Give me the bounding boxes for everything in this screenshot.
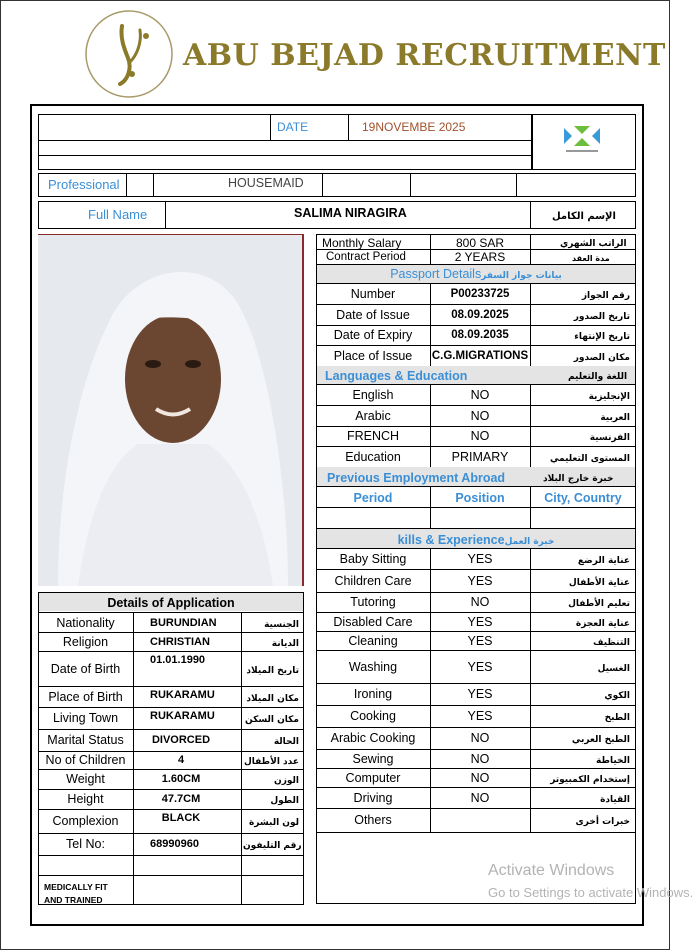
languages-title-ar: اللغة والتعليم xyxy=(568,372,628,382)
skill-row-value: YES xyxy=(467,574,493,588)
details-row-label: Complexion xyxy=(52,814,119,828)
language-row-label: English xyxy=(352,388,394,402)
passport-row-label: Date of Issue xyxy=(336,308,410,322)
language-row-value: PRIMARY xyxy=(451,450,509,464)
row-divider xyxy=(316,325,636,326)
language-row-value: NO xyxy=(470,388,490,402)
row-divider xyxy=(38,809,304,810)
employment-col-position: Position xyxy=(455,491,505,505)
row-divider xyxy=(38,833,304,834)
language-row-label: Arabic xyxy=(355,409,391,423)
passport-row-value: 08.09.2025 xyxy=(451,309,509,321)
row-divider xyxy=(38,769,304,770)
row-divider xyxy=(316,446,636,447)
row-divider xyxy=(316,768,636,769)
details-row-value: DIVORCED xyxy=(151,734,211,746)
passport-row-label-ar: رقم الجواز xyxy=(581,291,630,301)
language-row-value: NO xyxy=(470,429,490,443)
details-row-label-ar: الديانة xyxy=(271,639,299,649)
details-row-label: No of Children xyxy=(45,753,126,767)
row-divider xyxy=(38,751,304,752)
row-divider xyxy=(316,405,636,406)
row-divider xyxy=(316,705,636,706)
skill-row-value: YES xyxy=(467,709,493,723)
skill-row-label: Cleaning xyxy=(348,634,398,648)
details-row-label: Weight xyxy=(66,772,105,786)
col-divider xyxy=(530,549,531,832)
skill-row-label: Baby Sitting xyxy=(339,552,407,566)
skill-row-label-ar: الطبخ العربي xyxy=(571,735,630,745)
row-divider xyxy=(316,592,636,593)
skill-row-value: NO xyxy=(470,731,490,745)
details-title: Details of Application xyxy=(107,596,235,610)
col-divider xyxy=(530,385,531,467)
skill-row-label: Washing xyxy=(348,660,398,674)
details-row-label: Date of Birth xyxy=(50,662,121,676)
details-row-label: Height xyxy=(67,792,104,806)
skill-row-label: Children Care xyxy=(334,574,412,588)
skill-row-label-ar: الغسيل xyxy=(597,664,630,674)
details-row-value: 01.01.1990 xyxy=(150,654,206,666)
details-row-value: CHRISTIAN xyxy=(150,636,210,648)
skill-row-label: Others xyxy=(354,813,392,827)
skill-row-label: Sewing xyxy=(352,752,394,766)
passport-title: Passport Detailsبيانات جواز السفر xyxy=(390,267,562,281)
row-divider xyxy=(316,650,636,651)
details-row-label-ar: تاريخ الميلاد xyxy=(246,666,299,676)
details-row-value: RUKARAMU xyxy=(150,689,215,701)
skill-row-label-ar: التنظيف xyxy=(593,638,630,648)
medical-status-line1: MEDICALLY FIT xyxy=(44,882,108,892)
company-logo xyxy=(84,8,174,100)
skill-row-label: Arabic Cooking xyxy=(330,731,416,745)
row-divider xyxy=(316,345,636,346)
row-divider xyxy=(38,632,304,633)
skill-row-label-ar: عناية العجزة xyxy=(575,619,630,629)
skill-row-label-ar: تعليم الأطفال xyxy=(568,599,630,609)
language-row-label-ar: الفرنسية xyxy=(589,433,630,443)
professional-row xyxy=(38,173,636,197)
language-row-label-ar: العربية xyxy=(600,413,630,423)
details-row-label-ar: الجنسية xyxy=(264,620,299,630)
skill-row-value: YES xyxy=(467,634,493,648)
row-divider xyxy=(38,855,304,856)
details-row-label-ar: الطول xyxy=(270,796,299,806)
passport-row-label-ar: تاريخ الإنتهاء xyxy=(574,332,630,342)
passport-row-value: 08.09.2035 xyxy=(451,329,509,341)
agency-emblem-icon xyxy=(560,124,604,154)
employment-col-city-country: City, Country xyxy=(544,491,622,505)
skill-row-value: YES xyxy=(467,660,493,674)
row-divider xyxy=(316,569,636,570)
col-divider xyxy=(430,284,431,366)
details-row-label: Place of Birth xyxy=(48,690,123,704)
salary-label: Monthly Salary xyxy=(322,236,402,250)
details-row-value: RUKARAMU xyxy=(150,710,215,722)
languages-title: Languages & Education xyxy=(325,369,468,383)
employment-col-period: Period xyxy=(353,491,393,505)
language-row-label-ar: المستوى التعليمي xyxy=(549,454,630,464)
row-divider xyxy=(38,686,304,687)
skill-row-label-ar: الخياطة xyxy=(596,756,630,766)
passport-row-label: Place of Issue xyxy=(333,349,413,363)
skill-row-value: NO xyxy=(470,791,490,805)
row-divider xyxy=(316,304,636,305)
skill-row-value: NO xyxy=(470,595,490,609)
row-divider xyxy=(38,729,304,730)
skill-row-value: YES xyxy=(467,687,493,701)
date-value: 19NOVEMBE 2025 xyxy=(362,120,466,134)
full-name-value: SALIMA NIRAGIRA xyxy=(294,206,407,220)
col-divider xyxy=(430,549,431,832)
skills-title: kills & Experienceخبرة العمل xyxy=(397,533,555,547)
details-row-label: Religion xyxy=(62,635,109,649)
skill-row-label-ar: الطبخ xyxy=(604,713,630,723)
details-row-label: Nationality xyxy=(56,616,115,630)
passport-row-label-ar: مكان الصدور xyxy=(573,353,630,363)
language-row-label: FRENCH xyxy=(346,429,400,443)
details-row-value: 47.7CM xyxy=(161,793,201,805)
row-divider xyxy=(316,727,636,728)
employment-title-ar: خبرة خارج البلاد xyxy=(543,474,614,484)
professional-label: Professional xyxy=(48,177,120,192)
details-row-label: Marital Status xyxy=(47,733,124,747)
employment-title: Previous Employment Abroad xyxy=(327,471,506,485)
skill-row-value: NO xyxy=(470,752,490,766)
details-row-value: 4 xyxy=(177,754,185,766)
details-row-label-ar: عدد الأطفال xyxy=(243,757,299,767)
language-row-label: Education xyxy=(345,450,401,464)
full-name-label-ar: الإسم الكامل xyxy=(552,211,616,222)
row-divider xyxy=(316,749,636,750)
medical-status-line2: AND TRAINED xyxy=(44,895,103,905)
details-row-label-ar: الحالة xyxy=(273,737,299,747)
details-row-value: 1.60CM xyxy=(161,773,201,785)
skill-row-value: NO xyxy=(470,771,490,785)
details-row-label-ar: رقم التليفون xyxy=(243,841,302,851)
row-divider xyxy=(316,808,636,809)
passport-row-label: Date of Expiry xyxy=(333,328,413,342)
windows-activation-watermark: Activate Windows Go to Settings to activate Windows. xyxy=(488,862,693,900)
language-row-value: NO xyxy=(470,409,490,423)
col-divider xyxy=(430,385,431,467)
skill-row-label-ar: عناية الأطفال xyxy=(568,578,630,588)
details-row-value: BURUNDIAN xyxy=(150,617,217,629)
row-divider xyxy=(316,426,636,427)
row-divider xyxy=(316,832,636,833)
row-divider xyxy=(316,787,636,788)
salary-label-ar: الراتب الشهري xyxy=(560,239,627,249)
skill-row-label: Disabled Care xyxy=(333,615,413,629)
skill-row-label-ar: القيادة xyxy=(600,795,630,805)
skill-row-label-ar: إستخدام الكمبيوتر xyxy=(550,775,630,785)
skill-row-label: Cooking xyxy=(350,709,396,723)
details-row-label-ar: لون البشرة xyxy=(248,818,299,828)
details-row-label: Living Town xyxy=(52,711,119,725)
passport-row-value: P00233725 xyxy=(450,288,510,300)
col-divider xyxy=(530,284,531,366)
professional-value: HOUSEMAID xyxy=(228,176,304,190)
salary-value: 800 SAR xyxy=(455,236,505,250)
skill-row-label-ar: الكوي xyxy=(604,691,630,701)
skill-row-label-ar: خبرات أخرى xyxy=(575,817,630,827)
details-row-label-ar: مكان الميلاد xyxy=(246,694,299,704)
skill-row-value: YES xyxy=(467,552,493,566)
row-divider xyxy=(38,651,304,652)
row-divider xyxy=(38,875,304,876)
details-row-label-ar: الوزن xyxy=(274,776,299,786)
details-row-value: 68990960 xyxy=(150,838,199,850)
passport-row-value: C.G.MIGRATIONS xyxy=(431,350,529,362)
language-row-label-ar: الإنجليزية xyxy=(588,392,630,402)
skill-row-value: YES xyxy=(467,615,493,629)
skill-row-label: Ironing xyxy=(353,687,393,701)
full-name-label: Full Name xyxy=(88,207,148,222)
contract-period-value: 2 YEARS xyxy=(454,250,506,264)
contract-period-label: Contract Period xyxy=(326,251,406,263)
skill-row-label: Driving xyxy=(353,791,393,805)
applicant-photo xyxy=(38,234,304,586)
contract-period-label-ar: مدة العقد xyxy=(572,254,610,263)
row-divider xyxy=(316,631,636,632)
skill-row-label: Computer xyxy=(345,771,401,785)
row-divider xyxy=(38,789,304,790)
date-label: DATE xyxy=(277,120,309,134)
skill-row-label-ar: عناية الرضع xyxy=(577,556,630,566)
passport-row-label-ar: تاريخ الصدور xyxy=(573,312,630,322)
details-row-value: BLACK xyxy=(161,812,201,824)
row-divider xyxy=(38,707,304,708)
row-divider xyxy=(316,683,636,684)
skill-row-label: Tutoring xyxy=(350,595,396,609)
company-name: ABU BEJAD RECRUITMENT xyxy=(183,38,666,73)
details-row-label-ar: مكان السكن xyxy=(245,715,299,725)
row-divider xyxy=(316,612,636,613)
passport-row-label: Number xyxy=(350,287,396,301)
details-row-label: Tel No: xyxy=(66,837,105,851)
